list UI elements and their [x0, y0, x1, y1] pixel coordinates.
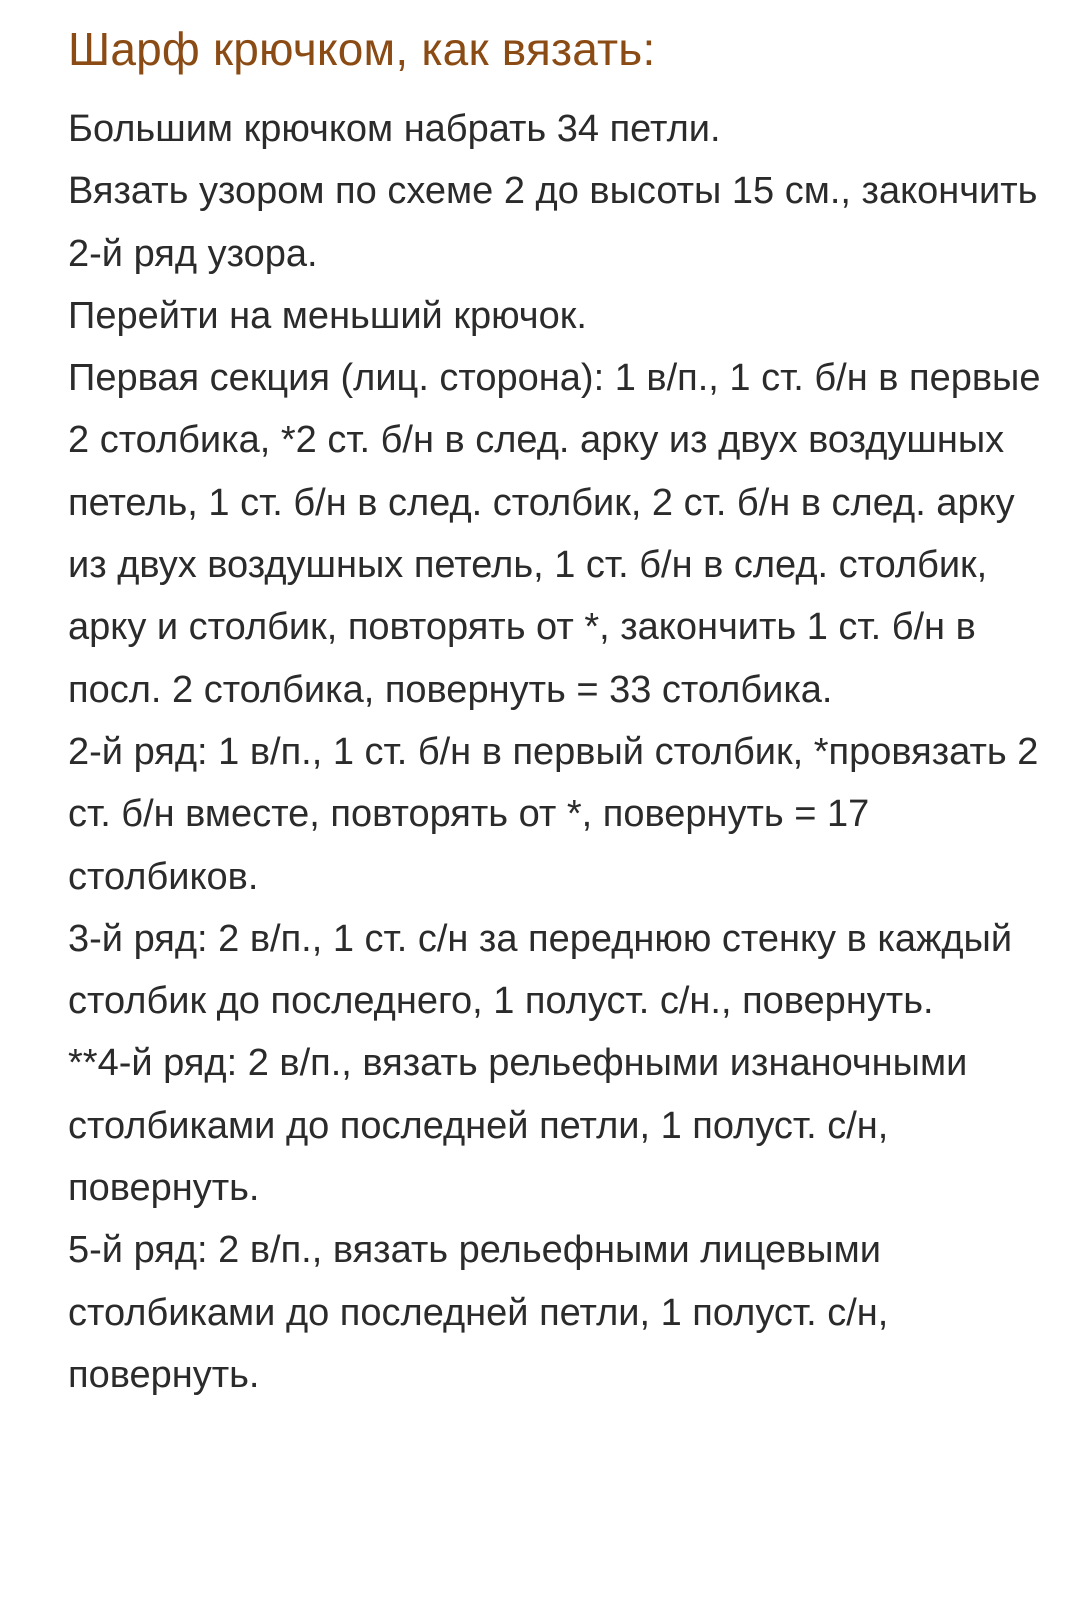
- article: [68, 22, 1058, 1406]
- paragraph-row-5: 5-й ряд: 2 в/п., вязать рельефными лицевыми столбиками до последней петли, 1 полуст. с/н, повернуть.: [68, 1229, 889, 1396]
- article-body: [68, 98, 1058, 1406]
- paragraph-switch-hook: Перейти на меньший крючок.: [68, 294, 587, 337]
- paragraph-pattern-scheme: Вязать узором по схеме 2 до высоты 15 см., закончить 2-й ряд узора.: [68, 170, 1038, 275]
- paragraph-first-section: Первая секция (лиц. сторона): 1 в/п., 1 ст. б/н в первые 2 столбика, *2 ст. б/н в след. арку из двух воздушных петель, 1 ст. б/н в след. столбик, 2 ст. б/н в след. арку из двух воздушных петель, 1 ст. б/н в след. столбик, арку и столбик, повторять от *, закончить 1 ст. б/н в посл. 2 столбика, повернуть = 33 столбика.: [68, 357, 1041, 711]
- paragraph-row-2: 2-й ряд: 1 в/п., 1 ст. б/н в первый столбик, *провязать 2 ст. б/н вместе, повторять от *, повернуть = 17 столбиков.: [68, 730, 1039, 898]
- paragraph-row-3: 3-й ряд: 2 в/п., 1 ст. с/н за переднюю стенку в каждый столбик до последнего, 1 полуст. с/н., повернуть.: [68, 917, 1013, 1023]
- paragraph-cast-on: Большим крючком набрать 34 петли.: [68, 108, 721, 150]
- article-title: Шарф крючком, как вязать:: [68, 23, 656, 75]
- paragraph-row-4: **4-й ряд: 2 в/п., вязать рельефными изнаночными столбиками до последней петли, 1 полуст. с/н, повернуть.: [68, 1042, 968, 1210]
